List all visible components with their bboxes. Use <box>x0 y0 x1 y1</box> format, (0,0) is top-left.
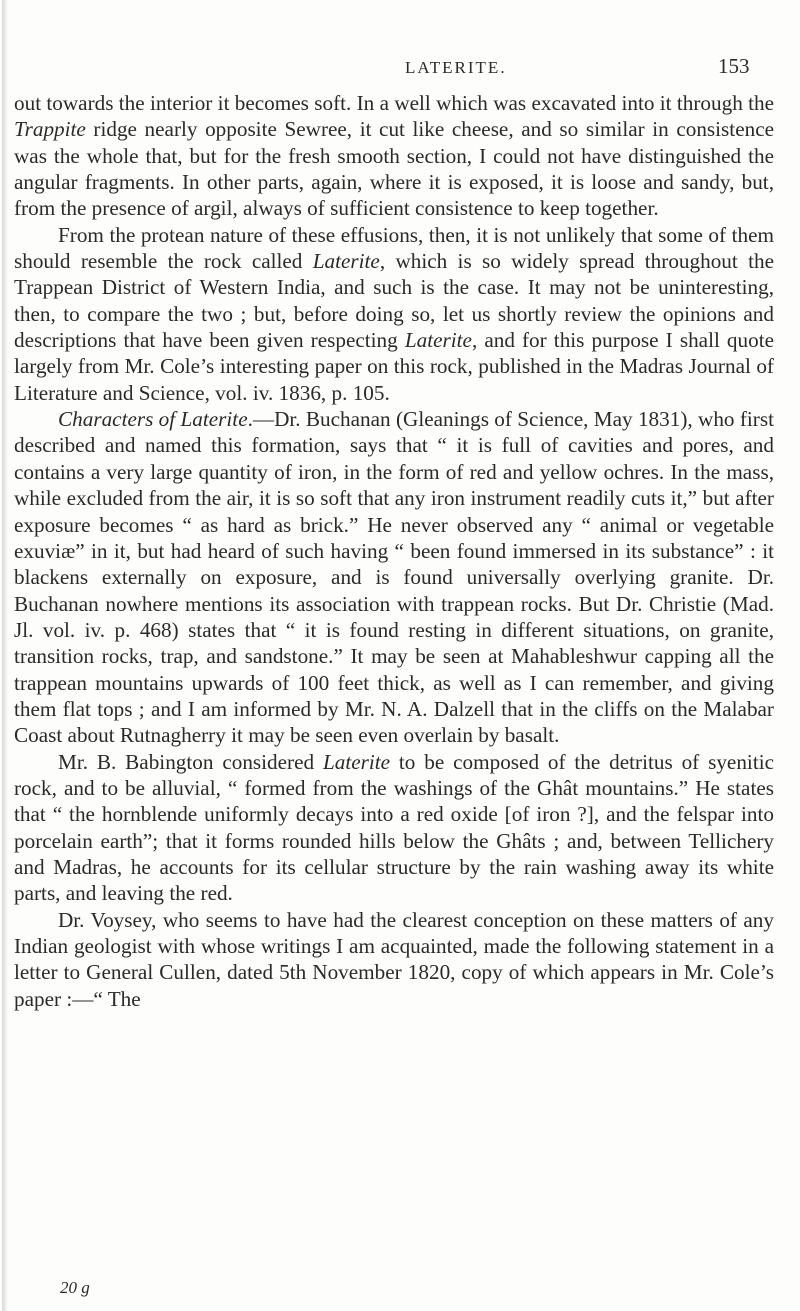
paragraph <box>14 749 774 907</box>
page-number: 153 <box>718 54 750 78</box>
paragraph <box>14 222 774 406</box>
italic-text: Trappite <box>14 117 86 142</box>
text-run: ridge nearly opposite Sewree, it cut like cheese, and so similar in consistence was the whole that, but for the fresh smooth section, I could not have distinguished the angular fragments. In other parts, again, where it is exposed, it is loose and sandy, but, from the presence of argil, always of sufficient consistence to keep together. <box>14 117 774 221</box>
printer-signature-mark: 20 g <box>60 1278 90 1297</box>
text-run: to be composed of the detritus of syenitic rock, and to be alluvial, “ formed from the washings of the Ghât mountains.” He states that “ the hornblende uniformly decays into a red oxide [of iron ?], and the felspar into porcelain earth”; that it forms rounded hills below the Ghâts ; and, between Tellichery and Madras, he accounts for its cellular structure by the rain washing away its white parts, and leaving the red. <box>14 749 774 906</box>
text-run: out towards the interior it becomes soft. In a well which was excavated into it through the <box>14 91 774 115</box>
body-text <box>14 90 774 1012</box>
running-head <box>0 54 800 84</box>
running-title: LATERITE. <box>405 58 507 77</box>
italic-text: Laterite <box>404 328 472 353</box>
paragraph <box>14 907 774 1012</box>
text-run: .—Dr. Buchanan (Gleanings of Science, May 1831), who first described and named this formation, says that “ it is full of cavities and pores, and contains a very large quantity of iron, in the form of red and yellow ochres. In the mass, while excluded from the air, it is so soft that any iron instrument readily cuts it,” but after exposure becomes “ as hard as brick.” He never observed any “ animal or vegetable exuviæ” in it, but had heard of such having “ been found immersed in its substance” : it blackens externally on exposure, and is found universally overlying granite. Dr. Buchanan nowhere mentions its association with trappean rocks. But Dr. Christie (Mad. Jl. vol. iv. p. 468) states that “ it is found resting in different situations, on granite, transition rocks, trap, and sandstone.” It may be seen at Mahableshwur capping all the trappean mountains upwards of 100 feet thick, as well as I can remember, and giving them flat tops ; and I am informed by Mr. N. A. Dalzell that in the cliffs on the Malabar Coast about Rutnagherry it may be seen even overlain by basalt. <box>14 407 774 748</box>
italic-text: Characters of Laterite <box>58 407 248 432</box>
text-run: From the protean nature of these effusions, then, it is not unlikely that some of them should resemble the rock called <box>14 222 774 274</box>
paragraph <box>14 406 774 748</box>
italic-text: Laterite <box>322 749 391 774</box>
binding-gutter <box>2 0 8 1311</box>
italic-text: Laterite <box>312 249 380 274</box>
text-run: Dr. Voysey, who seems to have had the clearest conception on these matters of any Indian geologist with whose writings I am acquainted, made the following statement in a letter to General Cullen, dated 5th November 1820, copy of which appears in Mr. Cole’s paper :—“ The <box>14 907 774 1011</box>
text-run: , which is so widely spread throughout the Trappean District of Western India, and such is the case. It may not be uninteresting, then, to compare the two ; but, before doing so, let us shortly review the opinions and descriptions that have been given respecting <box>14 249 774 353</box>
paragraph <box>14 90 774 222</box>
text-run: Mr. B. Babington considered <box>58 749 323 774</box>
text-run: , and for this purpose I shall quote largely from Mr. Cole’s interesting paper on this rock, published in the Madras Journal of Literature and Science, vol. iv. 1836, p. 105. <box>14 328 774 405</box>
